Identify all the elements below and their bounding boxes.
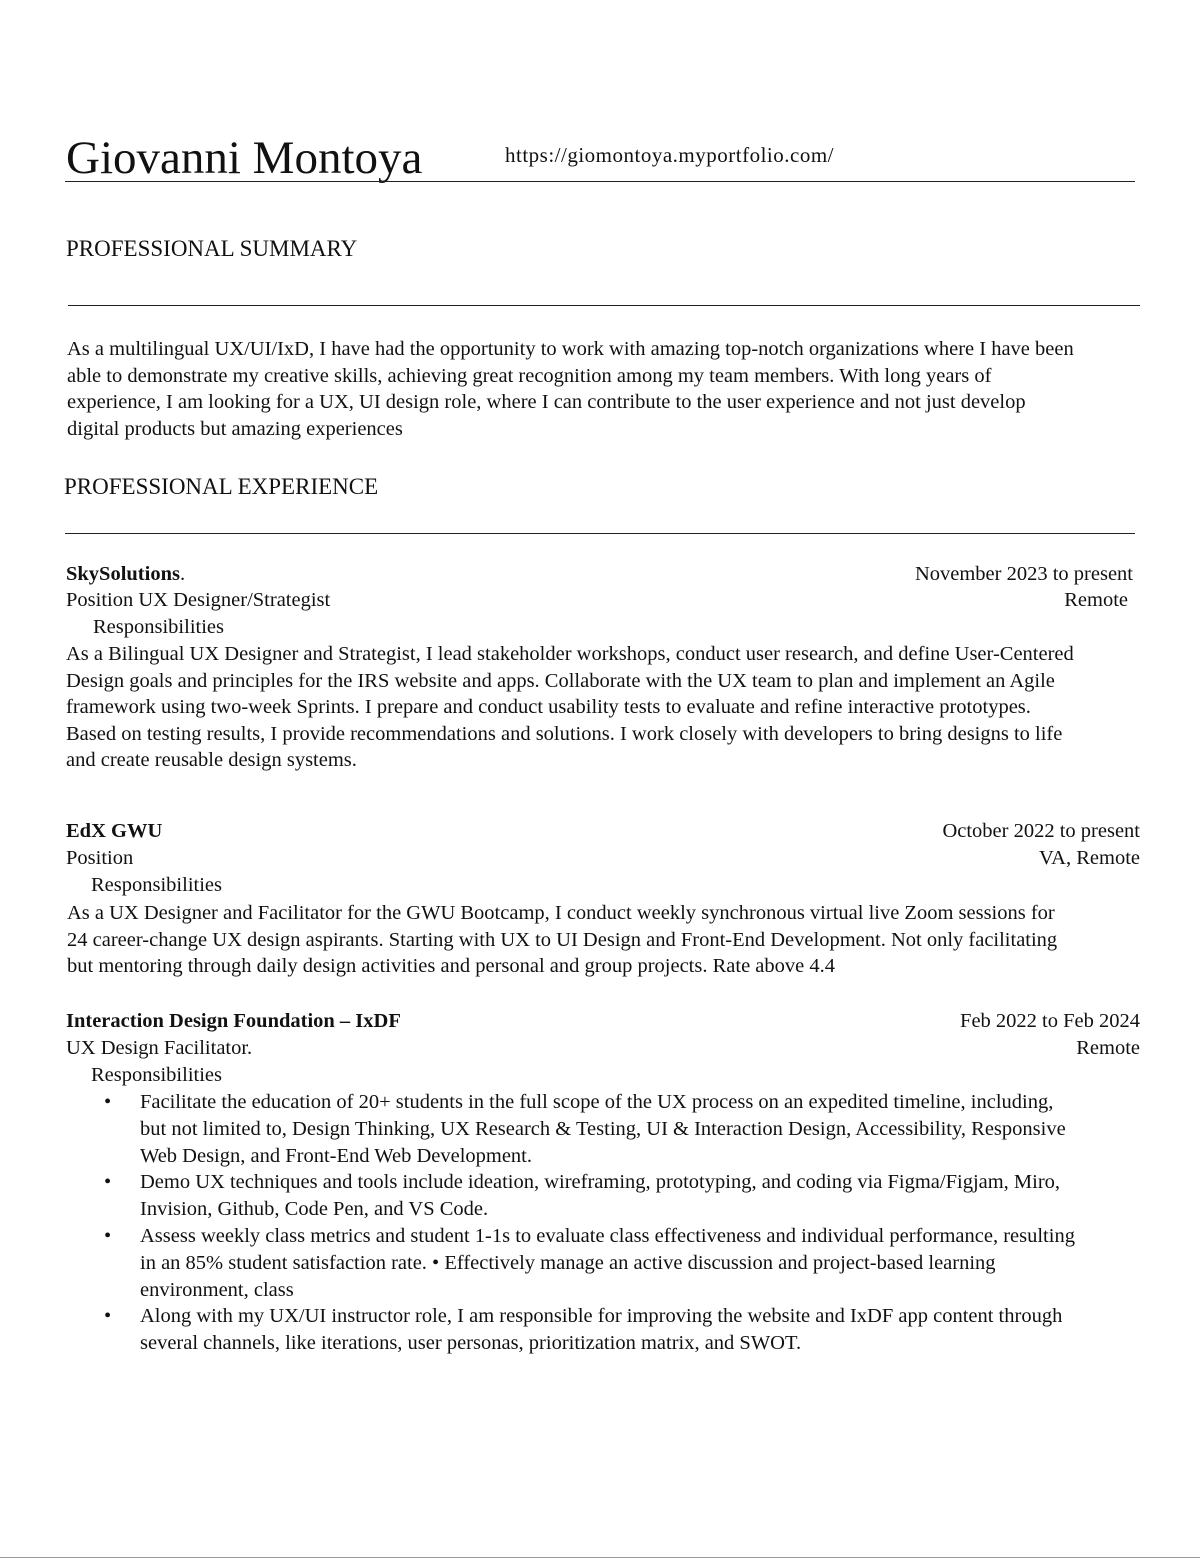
bullet-line: environment, class: [140, 1278, 294, 1301]
bullet-icon: •: [104, 1224, 112, 1247]
bullet-line: several channels, like iterations, user personas, prioritization matrix, and SWOT.: [140, 1332, 802, 1355]
description-line: 24 career-change UX design aspirants. Starting with UX to UI Design and Front-End Development. Not only facilitating: [67, 928, 1058, 951]
job-location: VA, Remote: [1039, 847, 1140, 869]
bullet-line: in an 85% student satisfaction rate. • Effectively manage an active discussion and project-based learning: [140, 1251, 996, 1274]
summary-text: [67, 336, 1157, 442]
description-line: and create reusable design systems.: [66, 749, 357, 771]
company-name: SkySolutions: [66, 563, 180, 585]
responsibilities-label: Responsibilities: [93, 616, 224, 638]
summary-line: experience, I am looking for a UX, UI design role, where I can contribute to the user experience and not just develop: [67, 391, 1026, 413]
description-line: Based on testing results, I provide recommendations and solutions. I work closely with developers to bring designs to life: [66, 722, 1063, 745]
description-line: Design goals and principles for the IRS website and apps. Collaborate with the UX team to plan and implement an Agile: [66, 669, 1055, 692]
summary-line: able to demonstrate my creative skills, achieving great recognition among my team members. With long years of: [67, 364, 992, 387]
portfolio-link[interactable]: https://giomontoya.myportfolio.com/: [505, 143, 834, 167]
description-line: but mentoring through daily design activities and personal and group projects. Rate above 4.4: [67, 955, 835, 977]
job-position: UX Design Facilitator.: [66, 1037, 253, 1059]
summary-line: digital products but amazing experiences: [67, 417, 403, 440]
experience-heading: PROFESSIONAL EXPERIENCE: [64, 474, 379, 499]
description-line: framework using two-week Sprints. I prepare and conduct usability tests to evaluate and refine interactive prototypes.: [66, 696, 1031, 718]
bullet-line: Along with my UX/UI instructor role, I am responsible for improving the website and IxDF app content through: [140, 1305, 1063, 1328]
job-company: Interaction Design Foundation – IxDF: [66, 1010, 401, 1032]
bullet-line: Facilitate the education of 20+ students in the full scope of the UX process on an expedited timeline, including,: [140, 1091, 1054, 1113]
job-dates: Feb 2022 to Feb 2024: [960, 1010, 1140, 1032]
bullet-line: Web Design, and Front-End Web Development.: [140, 1144, 533, 1167]
job-location: Remote: [1076, 1037, 1140, 1059]
summary-line: As a multilingual UX/UI/IxD, I have had the opportunity to work with amazing top-notch organizations where I have been: [67, 338, 1074, 360]
job-company: EdX GWU: [66, 820, 163, 842]
experience-divider: [65, 533, 1135, 534]
job-dates: November 2023 to present: [914, 563, 1133, 585]
responsibilities-label: Responsibilities: [91, 1064, 222, 1086]
bullet-line: Demo UX techniques and tools include ideation, wireframing, prototyping, and coding via Figma/Figjam, Miro,: [140, 1171, 1061, 1194]
job-position: Position UX Designer/Strategist: [66, 589, 331, 611]
company-suffix: .: [179, 563, 186, 585]
job-location: Remote: [1064, 589, 1128, 611]
description-line: As a UX Designer and Facilitator for the GWU Bootcamp, I conduct weekly synchronous virtual live Zoom sessions for: [67, 902, 1055, 924]
bullet-icon: •: [104, 1171, 112, 1194]
job-dates: October 2022 to present: [942, 820, 1140, 842]
job-company: [66, 561, 185, 588]
candidate-name: Giovanni Montoya: [66, 132, 423, 184]
job-description: [67, 900, 1167, 980]
summary-divider: [68, 305, 1140, 306]
list-item: [66, 1223, 1176, 1303]
bullet-line: Invision, Github, Code Pen, and VS Code.: [140, 1198, 489, 1221]
header-divider: [65, 181, 1135, 182]
bullet-line: but not limited to, Design Thinking, UX Research & Testing, UI & Interaction Design, Accessibility, Responsive: [140, 1117, 1066, 1140]
bullet-line: Assess weekly class metrics and student 1-1s to evaluate class effectiveness and individual performance, resulting: [140, 1224, 1075, 1247]
responsibilities-list: [66, 1089, 1176, 1357]
responsibilities-label: Responsibilities: [91, 874, 222, 896]
page-bottom-edge: [0, 1557, 1200, 1558]
list-item: [66, 1089, 1176, 1169]
list-item: [66, 1169, 1176, 1223]
job-position: Position: [66, 847, 134, 869]
list-item: [66, 1303, 1176, 1357]
summary-heading: PROFESSIONAL SUMMARY: [66, 236, 358, 261]
description-line: As a Bilingual UX Designer and Strategist, I lead stakeholder workshops, conduct user research, and define User-Centered: [66, 643, 1074, 665]
bullet-icon: •: [104, 1305, 112, 1328]
bullet-icon: •: [104, 1091, 112, 1113]
job-description: [66, 641, 1166, 774]
